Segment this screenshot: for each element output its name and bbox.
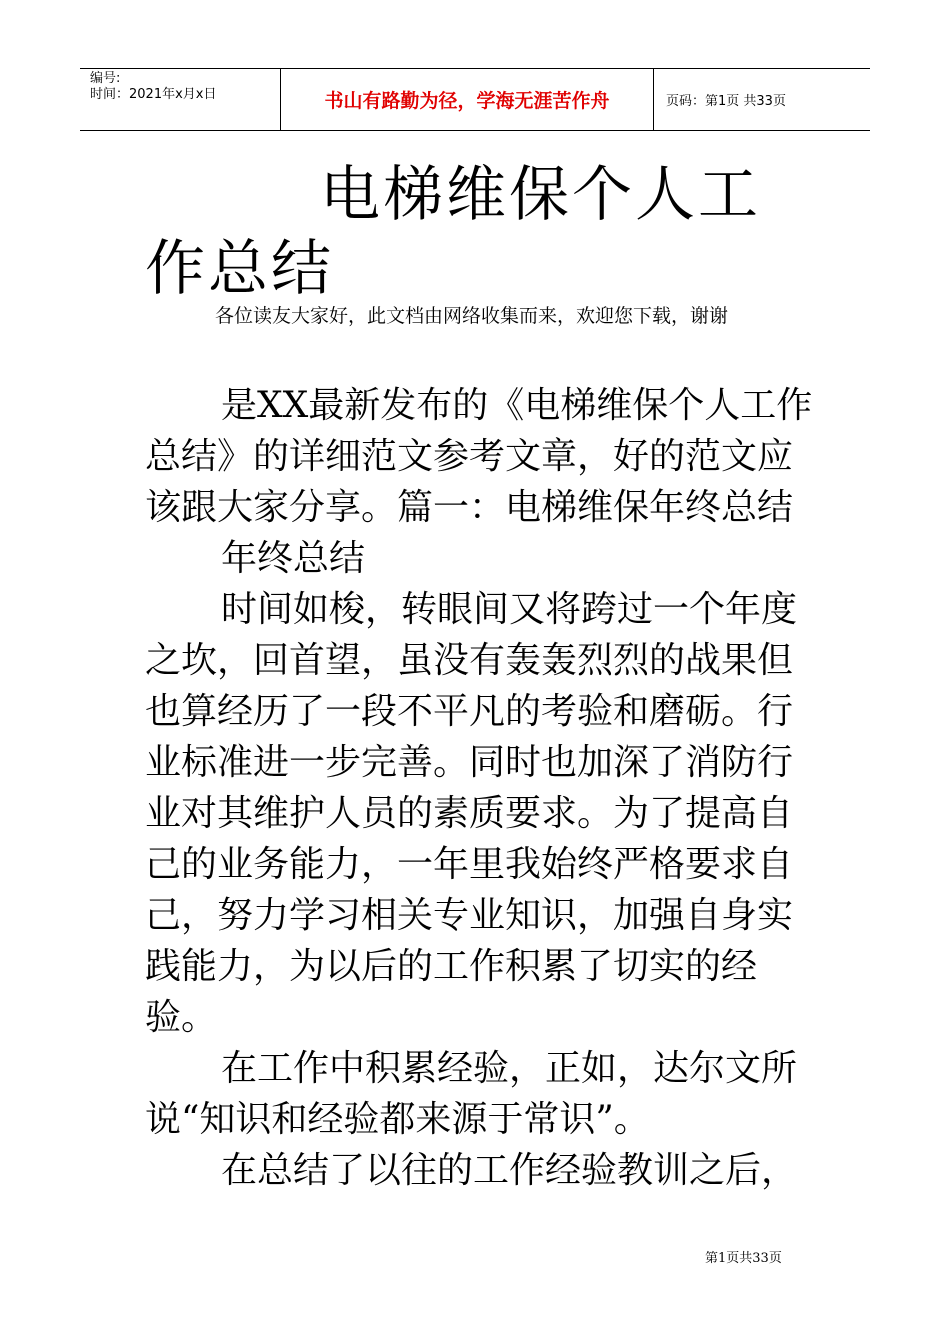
header-motto: 书山有路勤为径，学海无涯苦作舟 — [281, 69, 654, 130]
page-header — [80, 68, 870, 131]
paragraph: 在总结了以往的工作经验教训之后， — [221, 1150, 798, 1191]
header-page-info: 页码：第1页 共33页 — [666, 94, 786, 109]
greeting-text: 各位读友大家好，此文档由网络收集而来，欢迎您下载，谢谢 — [215, 305, 729, 327]
header-meta — [80, 69, 281, 130]
paragraph: 年终总结 — [221, 538, 366, 579]
paragraph: 时间如梭，转眼间又将跨过一个年度之坎，回首望，虽没有轰轰烈烈的战果但也算经历了一段不平凡的考验和磨砺。行业标准进一步完善。同时也加深了消防行业对其维护人员的素质要求。为了提高自己的业务能力，一年里我始终严格要求自己，努力学习相关专业知识，加强自身实践能力，为以后的工作积累了切实的经验。 — [145, 589, 798, 1038]
paragraph: 是XX最新发布的《电梯维保个人工作总结》的详细范文参考文章，好的范文应该跟大家分享。篇一：电梯维保年终总结 — [145, 385, 813, 528]
document-title: 电梯维保个人工作总结 — [145, 160, 761, 304]
document-body — [145, 380, 813, 1196]
paragraph: 在工作中积累经验，正如，达尔文所说“知识和经验都来源于常识”。 — [145, 1048, 798, 1140]
time-label: 时间：2021年x月x日 — [90, 87, 217, 102]
number-label: 编号: — [90, 71, 121, 86]
page-footer: 第1页共33页 — [705, 1251, 782, 1266]
